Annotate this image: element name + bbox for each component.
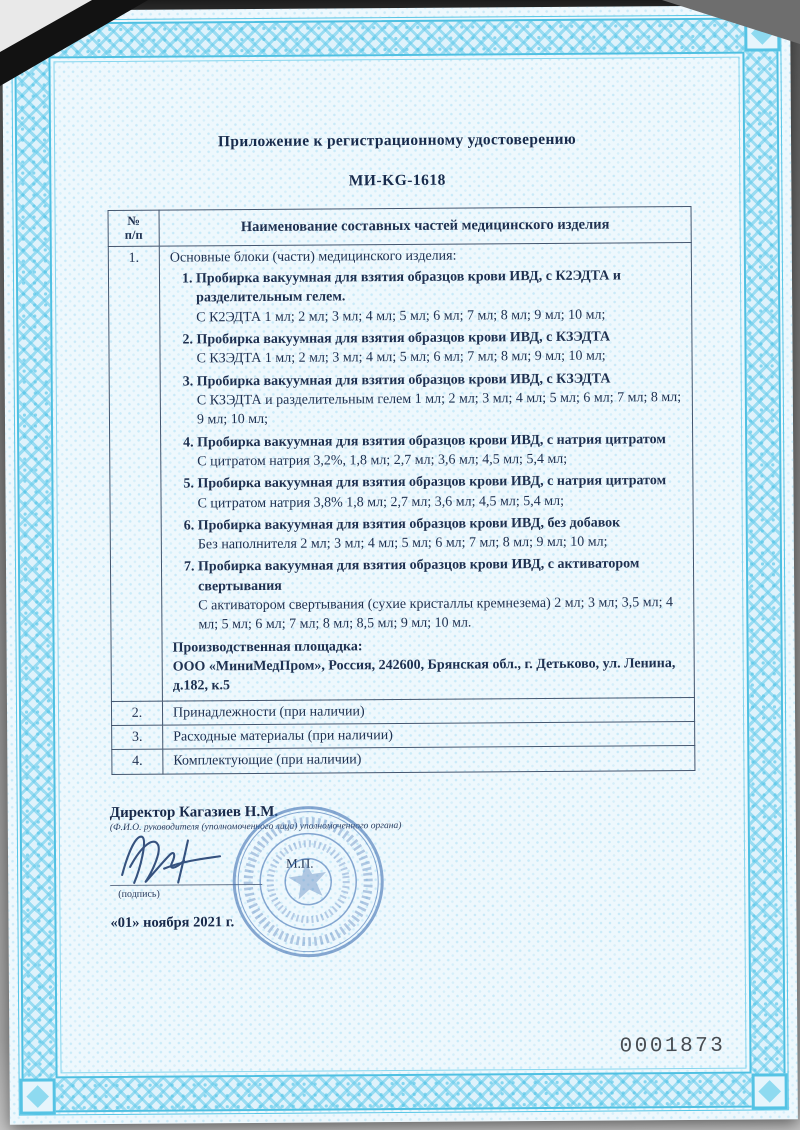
list-item xyxy=(198,513,683,555)
border-corner-ornament xyxy=(752,1073,788,1109)
item-title: Пробирка вакуумная для взятия образцов крови ИВД, с К2ЭДТА и разделительным гелем. xyxy=(195,268,621,306)
registration-number: МИ-KG-1618 xyxy=(348,171,446,190)
row-number: 3. xyxy=(112,725,163,750)
row-number: 1. xyxy=(108,246,162,701)
document-page xyxy=(2,5,798,1124)
table-header-row xyxy=(108,206,691,246)
list-item xyxy=(198,554,684,635)
director-name: Директор Кагазиев Н.М. xyxy=(109,803,279,821)
document-content xyxy=(60,60,739,1071)
item-title: Пробирка вакуумная для взятия образцов крови ИВД, с активатором свертывания xyxy=(197,556,640,595)
list-item xyxy=(196,266,681,327)
row-number: 2. xyxy=(111,701,162,726)
serial-number: 0001873 xyxy=(619,1034,726,1059)
list-item xyxy=(197,471,682,513)
item-title: Пробирка вакуумная для взятия образцов крови ИВД, с КЗЭДТА xyxy=(196,329,611,348)
table-row-main-blocks xyxy=(108,242,694,701)
list-item xyxy=(196,327,681,369)
page-title: Приложение к регистрационному удостоверению xyxy=(217,130,577,151)
item-title: Пробирка вакуумная для взятия образцов крови ИВД, с натрия цитратом xyxy=(197,431,666,450)
list-item xyxy=(197,430,682,472)
production-site-label: Производственная площадка: xyxy=(172,638,363,656)
row1-intro: Основные блоки (части) медицинского изделия: xyxy=(169,248,457,266)
item-desc: С цитратом натрия 3,8% 1,8 мл; 2,7 мл; 3,6 мл; 4,5 мл; 5,4 мл; xyxy=(197,493,565,511)
row-number: 4. xyxy=(112,749,163,774)
column-header-name: Наименование составных частей медицинского изделия xyxy=(159,206,691,245)
item-desc: С К2ЭДТА 1 мл; 2 мл; 3 мл; 4 мл; 5 мл; 6 мл; 7 мл; 8 мл; 9 мл; 10 мл; xyxy=(196,307,606,326)
row-content: Комплектующие (при наличии) xyxy=(163,746,695,774)
item-title: Пробирка вакуумная для взятия образцов крови ИВД, с натрия цитратом xyxy=(197,473,667,492)
list-item xyxy=(197,369,682,430)
row-content xyxy=(159,242,694,701)
item-desc: Без наполнителя 2 мл; 3 мл; 4 мл; 5 мл; 6 мл; 7 мл; 8 мл; 9 мл; 10 мл; xyxy=(197,534,608,553)
column-header-number: № п/п xyxy=(108,210,159,246)
table-row xyxy=(112,746,695,774)
signature-note: (подпись) xyxy=(118,888,160,900)
signature-area xyxy=(110,828,739,910)
item-title: Пробирка вакуумная для взятия образцов крови ИВД, без добавок xyxy=(197,515,621,534)
handwritten-signature xyxy=(114,824,264,900)
item-desc: С активатором свертывания (сухие кристаллы кремнезема) 2 мл; 3 мл; 3,5 мл; 4 мл; 5 мл; 6 мл; 7 мл; 8 мл; 8,5 мл; 9 мл; 10 мл. xyxy=(198,595,674,633)
item-desc: С КЗЭДТА 1 мл; 2 мл; 3 мл; 4 мл; 5 мл; 6 мл; 7 мл; 8 мл; 9 мл; 10 мл; xyxy=(196,348,606,367)
mp-label: М.П. xyxy=(286,855,314,871)
item-title: Пробирка вакуумная для взятия образцов крови ИВД, с КЗЭДТА xyxy=(196,371,611,390)
components-table xyxy=(108,206,696,775)
director-note: (Ф.И.О. руководителя (уполномоченного лица) уполномоченного органа) xyxy=(109,820,402,833)
item-desc: С цитратом натрия 3,2%, 1,8 мл; 2,7 мл; 3,6 мл; 4,5 мл; 5,4 мл; xyxy=(197,451,568,470)
item-desc: С КЗЭДТА и разделительным гелем 1 мл; 2 мл; 3 мл; 4 мл; 5 мл; 6 мл; 7 мл; 8 мл; 9 мл; 10 мл; xyxy=(196,389,682,428)
border-corner-ornament xyxy=(20,1078,56,1114)
component-list xyxy=(170,266,684,635)
row-content: Расходные материалы (при наличии) xyxy=(163,721,695,749)
production-site-value: ООО «МиниМедПром», Россия, 242600, Брянская обл., г. Детьково, ул. Ленина, д.182, к.5 xyxy=(172,656,676,694)
document-date: «01» ноября 2021 г. xyxy=(110,913,235,931)
row-content: Принадлежности (при наличии) xyxy=(162,697,694,725)
